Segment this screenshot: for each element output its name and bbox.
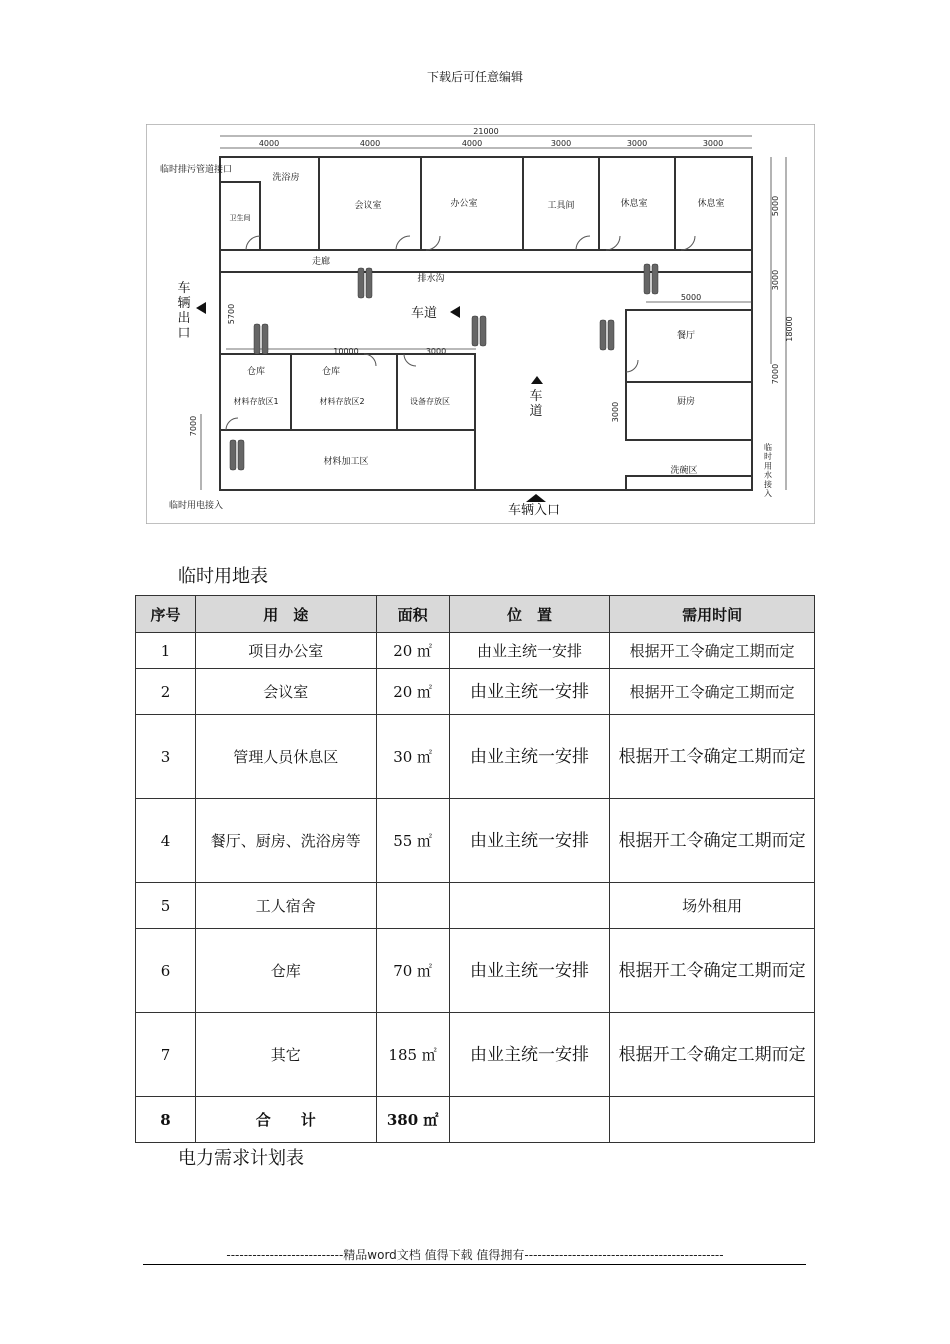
corridor-label: 走廊: [311, 257, 331, 267]
table-total-row: [136, 1097, 815, 1143]
dim-5700: 5700: [227, 303, 236, 325]
cell-time: 根据开工令确定工期而定: [610, 1013, 815, 1097]
cell-use: 仓库: [195, 929, 376, 1013]
cell-no: 5: [136, 883, 196, 929]
label-char: 出: [177, 310, 191, 326]
table-row: [136, 1013, 815, 1097]
dim-seg-3: 4000: [461, 139, 483, 148]
cell-time: 根据开工令确定工期而定: [610, 633, 815, 669]
dim-3000-mid: 3000: [425, 347, 447, 356]
room-toilet: 卫生间: [229, 214, 251, 222]
header-use: 用 途: [195, 596, 376, 633]
cell-area: 20 ㎡: [376, 633, 449, 669]
room-mat-2: 材料存放区2: [319, 397, 365, 406]
land-use-table: [135, 595, 815, 1143]
cell-location: [449, 1097, 610, 1143]
label-char: 用: [764, 461, 772, 471]
cell-time: 根据开工令确定工期而定: [610, 715, 815, 799]
cell-no: 2: [136, 669, 196, 715]
label-char: 车: [529, 389, 543, 404]
room-office: 办公室: [450, 199, 478, 209]
cell-no: 1: [136, 633, 196, 669]
label-char: 接: [764, 479, 772, 489]
power-label: 临时用电接入: [168, 501, 224, 511]
dim-3000-kitchen: 3000: [611, 401, 620, 423]
cell-no: 6: [136, 929, 196, 1013]
site-plan-diagram: [146, 124, 815, 524]
table-row: [136, 883, 815, 929]
cell-time: 根据开工令确定工期而定: [610, 799, 815, 883]
cell-use: 项目办公室: [195, 633, 376, 669]
exit-label: [177, 281, 190, 341]
sewage-label: 临时排污管道接口: [159, 165, 233, 175]
cell-location: 由业主统一安排: [449, 715, 610, 799]
label-char: 道: [529, 403, 543, 419]
room-rest-1: 休息室: [620, 199, 648, 209]
cell-use: 其它: [195, 1013, 376, 1097]
entrance-label: 车辆入口: [507, 503, 561, 518]
table-header-row: [136, 596, 815, 633]
cell-no: 7: [136, 1013, 196, 1097]
cell-no: 3: [136, 715, 196, 799]
cell-use: 餐厅、厨房、洗浴房等: [195, 799, 376, 883]
dim-10000: 10000: [333, 347, 359, 356]
cell-area: 20 ㎡: [376, 669, 449, 715]
header-no: 序号: [136, 596, 196, 633]
cell-location: [449, 883, 610, 929]
cell-location: 由业主统一安排: [449, 669, 610, 715]
room-bath: 洗浴房: [272, 173, 300, 183]
drain-label: 排水沟: [417, 274, 445, 284]
room-wash: 洗碗区: [670, 466, 698, 476]
label-char: 临: [764, 443, 772, 452]
cell-time: 根据开工令确定工期而定: [610, 929, 815, 1013]
room-store-2: 仓库: [321, 367, 341, 377]
label-char: 辆: [177, 295, 191, 311]
cell-location: 由业主统一安排: [449, 799, 610, 883]
power-table-caption: 电力需求计划表: [178, 1148, 304, 1169]
dim-7000-right: 7000: [771, 363, 780, 385]
dim-seg-5: 3000: [626, 139, 648, 148]
dim-seg-4: 3000: [550, 139, 572, 148]
dim-seg-2: 4000: [359, 139, 381, 148]
dim-total: 21000: [473, 127, 499, 136]
dim-seg-1: 4000: [258, 139, 280, 148]
dim-7000-left: 7000: [189, 415, 198, 437]
room-equip: 设备存放区: [410, 397, 450, 406]
cell-area: 380 ㎡: [376, 1097, 449, 1143]
cell-area: 185 ㎡: [376, 1013, 449, 1097]
room-mat-1: 材料存放区1: [233, 397, 279, 406]
label-char: 水: [764, 470, 772, 480]
cell-area: 30 ㎡: [376, 715, 449, 799]
header-time: 需用时间: [610, 596, 815, 633]
table-row: [136, 633, 815, 669]
table-row: [136, 715, 815, 799]
cell-location: 由业主统一安排: [449, 1013, 610, 1097]
cell-location: 由业主统一安排: [449, 633, 610, 669]
table-row: [136, 929, 815, 1013]
page-header: 下载后可任意编辑: [426, 70, 523, 84]
dim-seg-6: 3000: [702, 139, 724, 148]
cell-area: 55 ㎡: [376, 799, 449, 883]
room-kitchen: 厨房: [676, 397, 696, 407]
footer-rule: [143, 1264, 806, 1265]
room-rest-2: 休息室: [697, 199, 725, 209]
page-footer: ---------------------------精品word文档 值得下载 值得拥有----------------------------------------------: [226, 1248, 724, 1262]
road-mid-label: [529, 389, 542, 419]
cell-no: 4: [136, 799, 196, 883]
label-char: 时: [764, 452, 772, 462]
cell-use: 合 计: [195, 1097, 376, 1143]
cell-time: 场外租用: [610, 883, 815, 929]
cell-use: 管理人员休息区: [195, 715, 376, 799]
cell-use: 工人宿舍: [195, 883, 376, 929]
cell-use: 会议室: [195, 669, 376, 715]
dim-5000-right: 5000: [771, 195, 780, 217]
dim-3000-right: 3000: [771, 269, 780, 291]
room-meeting: 会议室: [354, 201, 382, 211]
room-store-1: 仓库: [246, 367, 266, 377]
road-center-label: 车道: [410, 306, 438, 321]
cell-location: 由业主统一安排: [449, 929, 610, 1013]
cell-area: 70 ㎡: [376, 929, 449, 1013]
land-table-caption: 临时用地表: [178, 566, 268, 587]
water-label: [764, 442, 772, 498]
header-location: 位 置: [449, 596, 610, 633]
dim-18000: 18000: [785, 316, 794, 342]
room-process: 材料加工区: [323, 457, 369, 467]
cell-area: [376, 883, 449, 929]
room-canteen: 餐厅: [676, 331, 696, 341]
table-row: [136, 669, 815, 715]
cell-no: 8: [136, 1097, 196, 1143]
dim-5000-canteen: 5000: [680, 293, 702, 302]
room-tools: 工具间: [547, 201, 575, 211]
header-area: 面积: [376, 596, 449, 633]
label-char: 车: [177, 281, 191, 296]
cell-time: [610, 1097, 815, 1143]
label-char: 口: [177, 325, 191, 341]
cell-time: 根据开工令确定工期而定: [610, 669, 815, 715]
label-char: 入: [764, 489, 772, 498]
table-row: [136, 799, 815, 883]
